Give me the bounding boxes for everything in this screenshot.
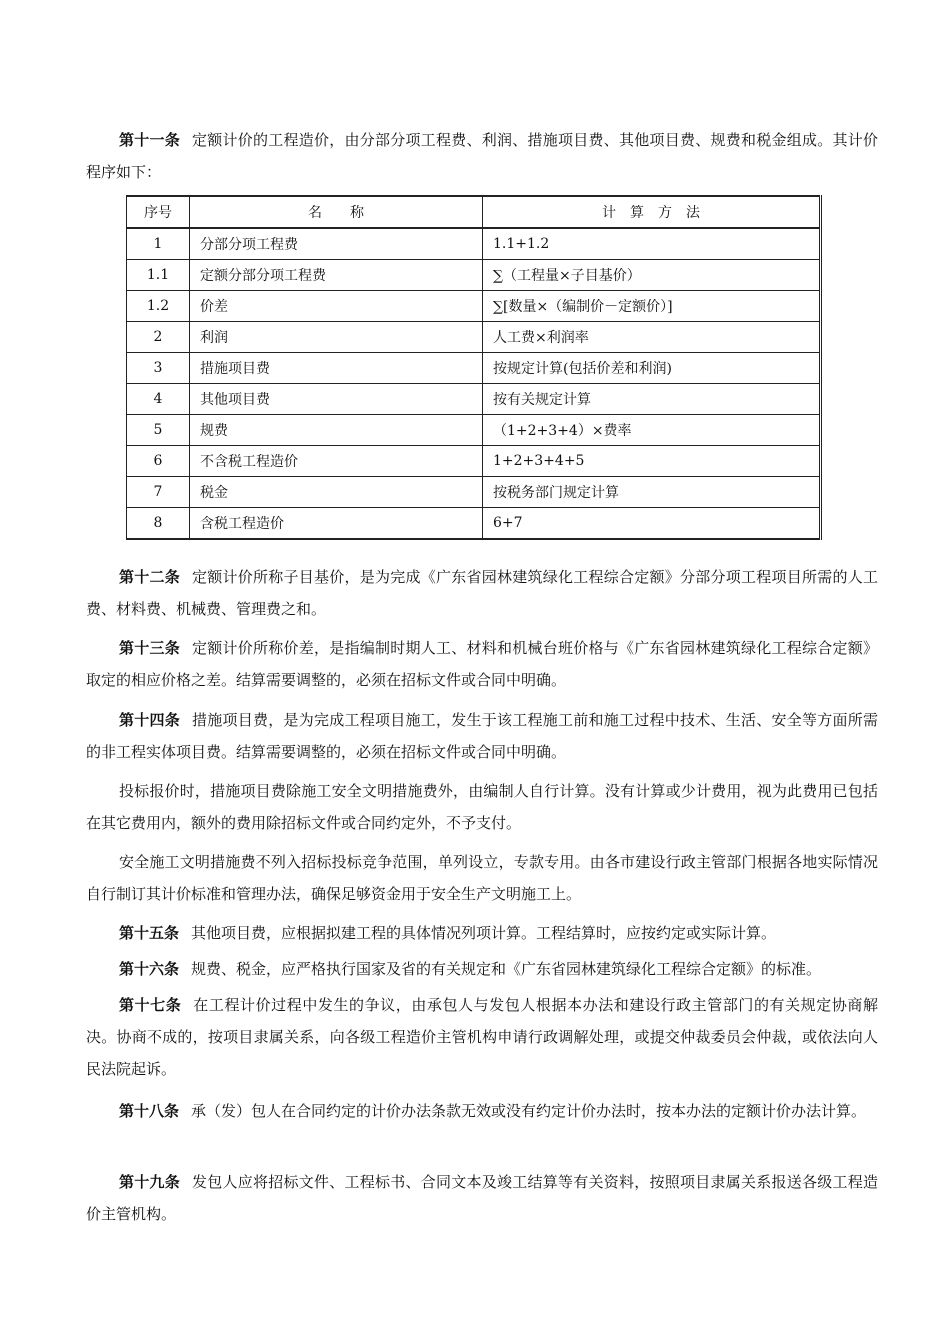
article-14 bbox=[86, 704, 878, 768]
article-16-label: 第十六条 bbox=[119, 960, 180, 978]
table-row bbox=[127, 228, 821, 260]
row-name: 分部分项工程费 bbox=[190, 228, 483, 260]
row-seq: 3 bbox=[127, 353, 190, 384]
row-method: 按税务部门规定计算 bbox=[483, 477, 821, 508]
article-17 bbox=[86, 989, 878, 1085]
table-row bbox=[127, 291, 821, 322]
paragraph-bid-pricing: 投标报价时，措施项目费除施工安全文明措施费外，由编制人自行计算。没有计算或少计费用，视为此费用已包括在其它费用内，额外的费用除招标文件或合同约定外，不予支付。 bbox=[86, 782, 878, 832]
article-15 bbox=[86, 917, 878, 949]
table-row bbox=[127, 353, 821, 384]
row-seq: 4 bbox=[127, 384, 190, 415]
article-13-text: 定额计价所称价差，是指编制时期人工、材料和机械台班价格与《广东省园林建筑绿化工程综合定额》取定的相应价格之差。结算需要调整的，必须在招标文件或合同中明确。 bbox=[86, 639, 878, 689]
table-row bbox=[127, 477, 821, 508]
row-name: 价差 bbox=[190, 291, 483, 322]
table-row bbox=[127, 415, 821, 446]
row-seq: 2 bbox=[127, 322, 190, 353]
row-seq: 7 bbox=[127, 477, 190, 508]
article-14-label: 第十四条 bbox=[119, 711, 180, 729]
article-16-text: 规费、税金，应严格执行国家及省的有关规定和《广东省园林建筑绿化工程综合定额》的标准。 bbox=[191, 960, 822, 978]
row-name: 定额分部分项工程费 bbox=[190, 260, 483, 291]
row-name: 其他项目费 bbox=[190, 384, 483, 415]
row-seq: 5 bbox=[127, 415, 190, 446]
row-method: 6+7 bbox=[483, 508, 821, 540]
row-method: ∑[数量×（编制价－定额价）] bbox=[483, 291, 821, 322]
article-16 bbox=[86, 953, 878, 985]
row-name: 税金 bbox=[190, 477, 483, 508]
row-name: 措施项目费 bbox=[190, 353, 483, 384]
article-13-label: 第十三条 bbox=[119, 639, 180, 657]
article-19-text: 发包人应将招标文件、工程标书、合同文本及竣工结算等有关资料，按照项目隶属关系报送各级工程造价主管机构。 bbox=[86, 1173, 878, 1223]
article-12 bbox=[86, 561, 878, 625]
row-method: 按有关规定计算 bbox=[483, 384, 821, 415]
article-15-text: 其他项目费，应根据拟建工程的具体情况列项计算。工程结算时，应按约定或实际计算。 bbox=[191, 924, 777, 942]
table-header-row bbox=[127, 196, 821, 228]
pricing-procedure-table bbox=[126, 195, 822, 540]
header-name: 名 称 bbox=[190, 196, 483, 228]
row-method: 1+2+3+4+5 bbox=[483, 446, 821, 477]
article-12-text: 定额计价所称子目基价，是为完成《广东省园林建筑绿化工程综合定额》分部分项工程项目所需的人工费、材料费、机械费、管理费之和。 bbox=[86, 568, 878, 618]
article-11-label: 第十一条 bbox=[119, 131, 180, 149]
article-19 bbox=[86, 1166, 878, 1230]
table-row bbox=[127, 384, 821, 415]
row-name: 规费 bbox=[190, 415, 483, 446]
paragraph-safety-fee: 安全施工文明措施费不列入招标投标竞争范围，单列设立，专款专用。由各市建设行政主管部门根据各地实际情况自行制订其计价标准和管理办法，确保足够资金用于安全生产文明施工上。 bbox=[86, 853, 878, 903]
article-18 bbox=[86, 1095, 878, 1127]
article-17-label: 第十七条 bbox=[119, 996, 182, 1014]
row-seq: 1 bbox=[127, 228, 190, 260]
row-method: 1.1+1.2 bbox=[483, 228, 821, 260]
article-13 bbox=[86, 632, 878, 696]
table-row bbox=[127, 322, 821, 353]
row-seq: 6 bbox=[127, 446, 190, 477]
header-seq: 序号 bbox=[127, 196, 190, 228]
article-14-text: 措施项目费，是为完成工程项目施工，发生于该工程施工前和施工过程中技术、生活、安全等方面所需的非工程实体项目费。结算需要调整的，必须在招标文件或合同中明确。 bbox=[86, 711, 878, 761]
article-11 bbox=[86, 124, 878, 188]
row-name: 利润 bbox=[190, 322, 483, 353]
row-name: 不含税工程造价 bbox=[190, 446, 483, 477]
row-seq: 1.2 bbox=[127, 291, 190, 322]
table-row bbox=[127, 508, 821, 540]
table-row bbox=[127, 446, 821, 477]
row-name: 含税工程造价 bbox=[190, 508, 483, 540]
article-12-label: 第十二条 bbox=[119, 568, 180, 586]
row-seq: 8 bbox=[127, 508, 190, 540]
row-method: （1+2+3+4）×费率 bbox=[483, 415, 821, 446]
article-11-text: 定额计价的工程造价，由分部分项工程费、利润、措施项目费、其他项目费、规费和税金组成。其计价程序如下： bbox=[86, 131, 878, 181]
row-method: 人工费×利润率 bbox=[483, 322, 821, 353]
article-18-text: 承（发）包人在合同约定的计价办法条款无效或没有约定计价办法时，按本办法的定额计价办法计算。 bbox=[191, 1102, 867, 1120]
article-18-label: 第十八条 bbox=[119, 1102, 180, 1120]
table-row bbox=[127, 260, 821, 291]
article-15-label: 第十五条 bbox=[119, 924, 180, 942]
row-method: ∑（工程量×子目基价） bbox=[483, 260, 821, 291]
row-method: 按规定计算(包括价差和利润) bbox=[483, 353, 821, 384]
article-19-label: 第十九条 bbox=[119, 1173, 180, 1191]
row-seq: 1.1 bbox=[127, 260, 190, 291]
article-17-text: 在工程计价过程中发生的争议，由承包人与发包人根据本办法和建设行政主管部门的有关规定协商解决。协商不成的，按项目隶属关系，向各级工程造价主管机构申请行政调解处理，或提交仲裁委员会仲裁，或依法向人民法院起诉。 bbox=[86, 996, 878, 1078]
header-method: 计 算 方 法 bbox=[483, 196, 821, 228]
